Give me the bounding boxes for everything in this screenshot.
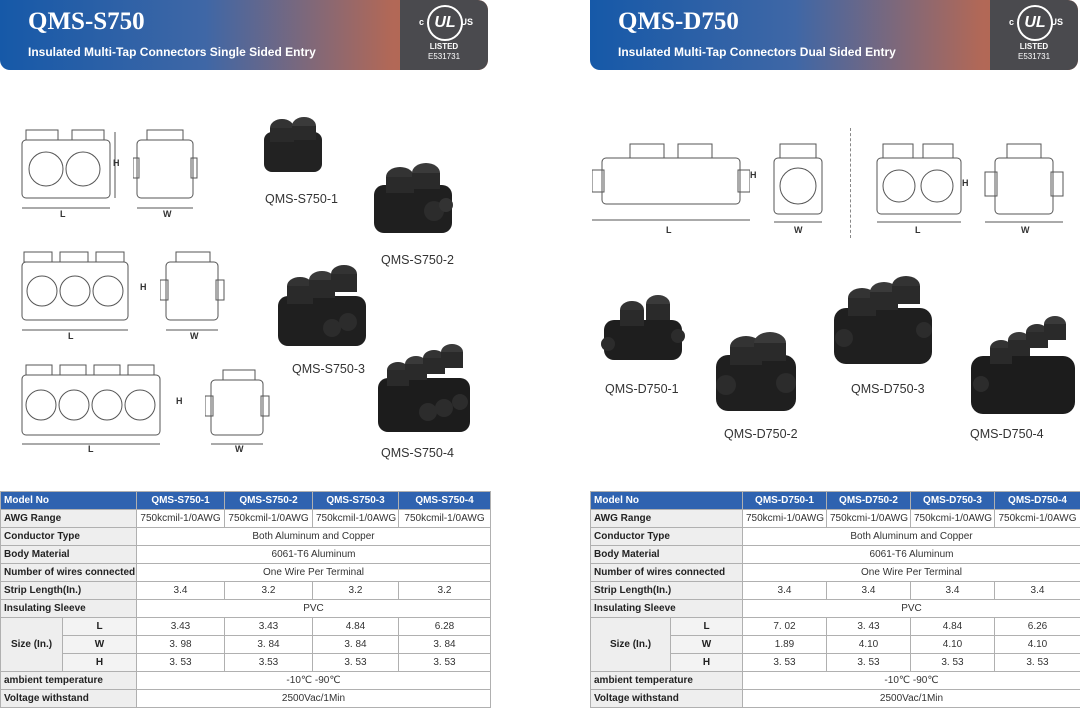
product-label: QMS-S750-1 (265, 192, 338, 206)
product-image-s750-1 (258, 110, 328, 178)
ul-logo-icon: c UL US (1017, 5, 1053, 41)
page-title: QMS-S750 (28, 8, 145, 35)
panel-qms-d750: QMS-D750 Insulated Multi-Tap Connectors Dual Sided Entry c UL US LISTED E531731 L H W L H W QMS-D750-1 QMS-D750-2 QMS-D750-3 QMS-D750-4 Model No QMS-D750-1 QMS-D750-2 QMS-D750-3 QMS-D750-4 AWG Range 750kcmi-1/0AWG 750kcmi-1/0AWG 750kcmi-1/0AWG 750kcmi-1/0AWG Conductor Type Both Aluminum and Copper Body Material 6061-T6 Aluminum Number of wires connected One Wire Per Terminal Strip Length(In.) 3.4 3.4 3.4 3.4 Insulating Sleeve PVC Size (In.) L 7. 02 3. 43 4.84 6.26 W 1.89 4.10 4.10 4.10 H 3. 53 3. 53 3. 53 3. 53 ambient temperature -10℃ -90℃ Voltage withstand 2500Vac/1Min (590, 0, 1080, 719)
table-row: Conductor Type Both Aluminum and Copper (591, 528, 1080, 546)
table-row: Voltage withstand 2500Vac/1Min (1, 690, 491, 708)
listed-label: LISTED (1019, 42, 1049, 51)
drawing-s750-1-side (133, 128, 203, 218)
table-row: Body Material 6061-T6 Aluminum (591, 546, 1080, 564)
spec-table (590, 491, 1080, 708)
page-title: QMS-D750 (618, 8, 739, 35)
page-subtitle: Insulated Multi-Tap Connectors Single Sided Entry (28, 45, 316, 59)
table-row: Size (In.) L 7. 02 3. 43 4.84 6.26 (591, 618, 1080, 636)
drawing-d750-1-side (770, 140, 830, 235)
svg-text:L: L (68, 331, 74, 340)
svg-text:W: W (190, 331, 199, 340)
table-row: ambient temperature -10℃ -90℃ (591, 672, 1080, 690)
dim-l: L (60, 209, 66, 218)
product-label: QMS-S750-4 (381, 446, 454, 460)
table-header: QMS-S750-1 (137, 492, 225, 510)
spec-table (0, 491, 491, 708)
product-label: QMS-S750-2 (381, 253, 454, 267)
table-header: QMS-S750-3 (313, 492, 399, 510)
table-header: QMS-S750-2 (225, 492, 313, 510)
table-row: AWG Range 750kcmi-1/0AWG 750kcmi-1/0AWG 750kcmi-1/0AWG 750kcmi-1/0AWG (591, 510, 1080, 528)
table-row: Conductor Type Both Aluminum and Copper (1, 528, 491, 546)
svg-text:L: L (915, 225, 921, 235)
svg-text:L: L (88, 444, 94, 453)
table-row: H 3. 53 3.53 3. 53 3. 53 (1, 654, 491, 672)
divider (850, 128, 851, 238)
drawing-d750-2-front (873, 140, 965, 235)
table-header: QMS-D750-3 (911, 492, 995, 510)
table-header: Model No (1, 492, 137, 510)
header-banner (590, 0, 1078, 70)
table-header: QMS-S750-4 (399, 492, 491, 510)
cert-badge (400, 0, 488, 70)
drawing-d750-1-front (592, 140, 750, 235)
product-label: QMS-D750-3 (851, 382, 925, 396)
product-image-d750-1 (598, 292, 688, 370)
svg-text:L: L (666, 225, 672, 235)
cert-badge (990, 0, 1078, 70)
product-image-s750-2 (368, 155, 458, 237)
drawing-s750-4-front (20, 363, 170, 453)
drawing-d750-2-side (983, 140, 1065, 235)
table-row: W 3. 98 3. 84 3. 84 3. 84 (1, 636, 491, 654)
svg-text:W: W (235, 444, 244, 453)
table-row: Number of wires connected One Wire Per Terminal (1, 564, 491, 582)
dim-h: H (113, 158, 120, 168)
product-label: QMS-D750-1 (605, 382, 679, 396)
table-header: QMS-D750-4 (995, 492, 1080, 510)
table-row: Insulating Sleeve PVC (1, 600, 491, 618)
cert-code: E531731 (427, 52, 461, 61)
table-row: Size (In.) L 3.43 3.43 4.84 6.28 (1, 618, 491, 636)
drawing-s750-3-front (20, 250, 140, 340)
ul-logo-icon: c UL US (427, 5, 463, 41)
cert-code: E531731 (1017, 52, 1051, 61)
product-image-s750-4 (374, 338, 474, 436)
table-header-row (591, 492, 1080, 510)
product-label: QMS-S750-3 (292, 362, 365, 376)
panel-qms-s750: QMS-S750 Insulated Multi-Tap Connectors Single Sided Entry c UL US LISTED E531731 L H W L H W L H W QMS-S750-1 QMS-S750-2 QMS-S750-3 QMS-S750-4 Model No QMS-S750-1 QMS-S750-2 QMS-S750-3 QMS-S750-4 AWG Range 750kcmil-1/0AWG 750kcmil-1/0AWG 750kcmil-1/0AWG 750kcmil-1/0AWG Conductor Type Both Aluminum and Copper Body Material 6061-T6 Aluminum Number of wires connected One Wire Per Terminal Strip Length(In.) 3.4 3.2 3.2 3.2 Insulating Sleeve PVC Size (In.) L 3.43 3.43 4.84 6.28 W 3. 98 3. 84 3. 84 3. 84 H 3. 53 3.53 3. 53 3. 53 ambient temperature -10℃ -90℃ Voltage withstand 2500Vac/1Min (0, 0, 490, 719)
product-image-d750-2 (710, 325, 802, 417)
header-banner (0, 0, 488, 70)
product-image-s750-3 (272, 262, 372, 350)
table-row: Strip Length(In.) 3.4 3.2 3.2 3.2 (1, 582, 491, 600)
drawing-s750-1-front (20, 128, 120, 218)
table-header: QMS-D750-2 (827, 492, 911, 510)
table-row: W 1.89 4.10 4.10 4.10 (591, 636, 1080, 654)
dim-w: W (163, 209, 172, 218)
table-row: Strip Length(In.) 3.4 3.4 3.4 3.4 (591, 582, 1080, 600)
page-subtitle: Insulated Multi-Tap Connectors Dual Sided Entry (618, 45, 896, 59)
table-header: Model No (591, 492, 743, 510)
table-header: QMS-D750-1 (743, 492, 827, 510)
table-row: H 3. 53 3. 53 3. 53 3. 53 (591, 654, 1080, 672)
product-label: QMS-D750-2 (724, 427, 798, 441)
listed-label: LISTED (429, 42, 459, 51)
product-label: QMS-D750-4 (970, 427, 1044, 441)
table-row: AWG Range 750kcmil-1/0AWG 750kcmil-1/0AWG 750kcmil-1/0AWG 750kcmil-1/0AWG (1, 510, 491, 528)
svg-text:W: W (794, 225, 803, 235)
drawing-s750-4-side (205, 368, 275, 453)
table-row: ambient temperature -10℃ -90℃ (1, 672, 491, 690)
table-row: Body Material 6061-T6 Aluminum (1, 546, 491, 564)
product-image-d750-3 (828, 272, 938, 368)
drawing-s750-3-side (160, 250, 230, 340)
table-row: Number of wires connected One Wire Per Terminal (591, 564, 1080, 582)
table-row: Insulating Sleeve PVC (591, 600, 1080, 618)
table-row: Voltage withstand 2500Vac/1Min (591, 690, 1080, 708)
product-image-d750-4 (967, 314, 1079, 418)
table-header-row (1, 492, 491, 510)
svg-text:W: W (1021, 225, 1030, 235)
